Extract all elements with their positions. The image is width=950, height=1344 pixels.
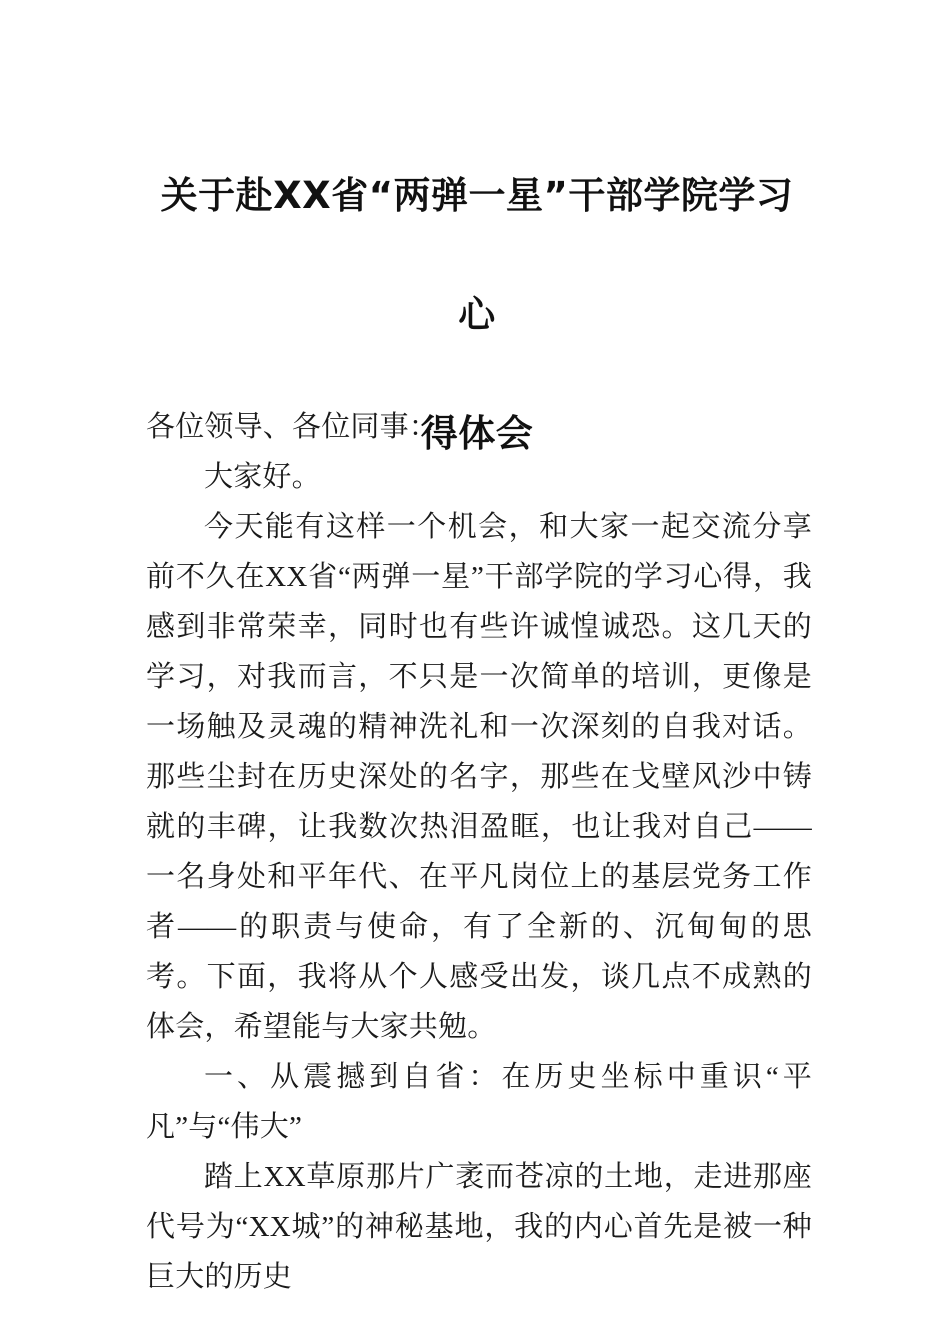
- paragraph-opening: 今天能有这样一个机会，和大家一起交流分享前不久在XX省“两弹一星”干部学院的学习心得，我感到非常荣幸，同时也有些许诚惶诚恐。这几天的学习，对我而言，不只是一次简单的培训，更像是一场触及灵魂的精神洗礼和一次深刻的自我对话。那些尘封在历史深处的名字，那些在戈壁风沙中铸就的丰碑，让我数次热泪盈眶，也让我对自己——一名身处和平年代、在平凡岗位上的基层党务工作者——的职责与使命，有了全新的、沉甸甸的思考。下面，我将从个人感受出发，谈几点不成熟的体会，希望能与大家共勉。: [146, 511, 812, 1043]
- document-title-line-2: 得体会: [420, 412, 534, 455]
- section-heading-1: 一、从震撼到自省：在历史坐标中重识“平凡”与“伟大”: [146, 1061, 812, 1143]
- paragraph-greeting: 大家好。: [204, 461, 321, 493]
- document-body: [146, 402, 812, 1302]
- document-title-line-1: 关于赴XX省“两弹一星”干部学院学习心: [160, 174, 794, 336]
- salutation-line: 各位领导、各位同事：: [146, 411, 439, 443]
- paragraph-section-1-body: 踏上XX草原那片广袤而苍凉的土地，走进那座代号为“XX城”的神秘基地，我的内心首先是被一种巨大的历史: [146, 1161, 812, 1293]
